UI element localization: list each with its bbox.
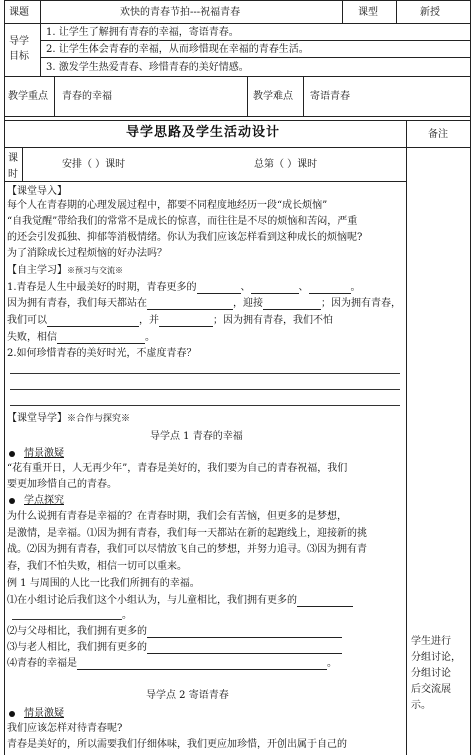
focus-value: 青春的幸福 (62, 91, 112, 102)
answer-blank[interactable] (147, 643, 342, 654)
intro-line-1: 每个人在青春期的心理发展过程中，都要不同程度地经历一段“成长烦恼” (7, 200, 328, 211)
rule (4, 116, 471, 117)
frame-right (470, 0, 471, 755)
side-note-5: 示。 (411, 700, 431, 711)
answer-line[interactable] (10, 405, 400, 406)
explore-line-1: 为什么说拥有青春是幸福的？在青春时期，我们会有苦恼，但更多的是梦想， (7, 511, 347, 522)
side-note-4: 后交流展 (411, 684, 451, 695)
self-study-note: ※预习与交流※ (67, 266, 123, 275)
arrange-right: 总第（ ）课时 (254, 159, 318, 170)
explore-line-2: 是激情，是幸福。⑴因为拥有青春，我们每一天都站在新的起跑线上，迎接新的挑 (7, 528, 367, 539)
rule (342, 0, 343, 23)
example-item-3 (7, 641, 342, 654)
q1-line-2 (7, 297, 401, 310)
scene2-text-2: 青春是美好的，所以需要我们仔细体味，我们更应加珍惜，开创出属于自己的 (7, 739, 347, 750)
q1-text-e: ；因为拥有青春， (321, 298, 401, 309)
blank-end-mark: 。 (122, 610, 132, 621)
example-item-4-text: ⑷青春的幸福是 (7, 658, 77, 669)
example-item-1-text: ⑴在小组讨论后我们这个小组认为，与儿童相比，我们拥有更多的 (7, 595, 297, 606)
example-item-2 (7, 625, 342, 638)
rule (406, 120, 407, 755)
difficulty-value: 寄语青春 (310, 91, 350, 102)
rule (247, 76, 248, 116)
bullet-icon (9, 711, 15, 717)
self-study-heading (7, 264, 123, 277)
rule (4, 0, 471, 1)
rule (40, 0, 41, 23)
answer-line[interactable] (10, 389, 400, 390)
point2-title: 导学点 2 寄语青春 (146, 690, 229, 701)
scene-text-1: “花有重开日，人无再少年”，青春是美好的，我们要为自己的青春祝福，我们 (7, 463, 348, 474)
self-study-title: 【自主学习】 (7, 265, 67, 276)
rule (40, 23, 41, 76)
type-label: 课型 (358, 7, 378, 18)
arrange-left: 安排（ ）课时 (62, 159, 126, 170)
q1-text-b: 。 (350, 282, 361, 293)
rule (303, 76, 304, 116)
rule (4, 147, 471, 148)
guide-title: 【课堂导学】 (7, 413, 67, 424)
q1-text-a: 1.青春是人生中最美好的时期，青春更多的 (7, 282, 197, 293)
scene-text-2: 要更加珍惜自己的青春。 (7, 479, 117, 490)
example-1: 例 1 与周围的人比一比我们所拥有的幸福。 (7, 578, 200, 589)
goals-label-2: 目标 (9, 51, 29, 62)
q1-line-1: 1.青春是人生中最美好的时期，青春更多的 、 、 。 (7, 282, 361, 293)
bullet-icon (9, 451, 15, 457)
q1-line-3 (7, 314, 333, 327)
q1-text-c: 因为拥有青春，我们每天都站在 (7, 298, 147, 309)
answer-line[interactable] (12, 619, 122, 620)
answer-blank[interactable] (197, 283, 241, 294)
answer-blank[interactable] (297, 596, 353, 607)
answer-blank[interactable] (147, 299, 233, 310)
lesson-title: 欢快的青春节拍---祝福青春 (120, 7, 241, 18)
goal-item-3: 3. 激发学生热爱青春、珍惜青春的美好情感。 (46, 62, 249, 73)
q1-text-h: ；因为拥有青春，我们不怕 (213, 315, 333, 326)
answer-blank[interactable] (263, 299, 321, 310)
answer-blank[interactable] (251, 283, 299, 294)
answer-blank[interactable] (147, 627, 342, 638)
side-note-2: 分组讨论， (411, 652, 461, 663)
rule (22, 147, 23, 181)
difficulty-label: 教学难点 (253, 91, 293, 102)
rule (4, 23, 471, 24)
intro-line-3: 的还会引发孤独、抑郁等消极情绪。你认为我们应该怎样看到这种成长的烦恼呢? (7, 232, 363, 243)
answer-blank[interactable] (47, 316, 139, 327)
q2: 2.如何珍惜青春的美好时光，不虚度青春？ (7, 348, 197, 359)
answer-blank[interactable] (77, 659, 327, 670)
side-note-1: 学生进行 (411, 636, 451, 647)
rule (4, 120, 471, 121)
explore-line-4: 春，我们不怕失败，相信一切可以重来。 (7, 561, 187, 572)
example-item-2-text: ⑵与父母相比，我们拥有更多的 (7, 626, 147, 637)
q1-text-j: 。 (145, 332, 155, 343)
q1-text-d: ，迎接 (233, 298, 263, 309)
guide-note: ※合作与探究※ (67, 414, 131, 424)
intro-line-2: “自我觉醒”带给我们的常常不是成长的惊喜，而往往是不尽的烦恼和苦闷，严重 (7, 216, 358, 227)
scene2-label: 情景激疑 (24, 708, 64, 719)
rule (54, 76, 55, 116)
intro-heading: 【课堂导入】 (7, 186, 67, 197)
goal-item-1: 1. 让学生了解拥有青春的幸福，寄语青春。 (46, 27, 239, 38)
explore-label: 学点探究 (24, 495, 64, 506)
rule (40, 57, 471, 58)
scene-label: 情景激疑 (24, 448, 64, 459)
answer-blank[interactable] (309, 283, 351, 294)
q1-text-f: 我们可以 (7, 315, 47, 326)
remarks-label: 备注 (428, 129, 448, 140)
explore-line-3: 战。⑵因为拥有青春，我们可以尽情放飞自己的梦想，并努力追寻。⑶因为拥有青 (7, 544, 367, 555)
period-label-1: 课 (8, 153, 18, 164)
guide-heading (7, 412, 130, 426)
goals-label-1: 导学 (9, 36, 29, 47)
lesson-label: 课题 (9, 7, 29, 18)
intro-line-4: 为了消除成长过程烦恼的好办法吗？ (7, 248, 167, 259)
example-item-4: ⑷青春的幸福是 。 (7, 658, 337, 669)
point1-title: 导学点 1 青春的幸福 (150, 431, 243, 442)
goal-item-2: 2. 让学生体会青春的幸福，从而珍惜现在幸福的青春生活。 (46, 44, 309, 55)
rule (4, 181, 407, 182)
example-item-1 (7, 594, 353, 607)
example-item-3-text: ⑶与老人相比，我们拥有更多的 (7, 642, 147, 653)
answer-blank[interactable] (159, 316, 213, 327)
rule (40, 40, 471, 41)
answer-blank[interactable] (57, 333, 145, 344)
answer-line[interactable] (10, 373, 400, 374)
type-value: 新授 (420, 7, 440, 18)
q1-text-g: ，并 (139, 315, 159, 326)
q1-line-4 (7, 331, 155, 344)
focus-label: 教学重点 (8, 91, 48, 102)
rule (396, 0, 397, 23)
side-note-3: 分组讨论 (411, 668, 451, 679)
design-title: 导学思路及学生活动设计 (126, 125, 281, 140)
bullet-icon (9, 498, 15, 504)
period-label-2: 时 (8, 169, 18, 180)
frame-left (4, 0, 5, 755)
q1-text-i: 失败，相信 (7, 332, 57, 343)
scene2-text-1: 我们应该怎样对待青春呢? (7, 723, 123, 734)
rule (4, 76, 471, 77)
